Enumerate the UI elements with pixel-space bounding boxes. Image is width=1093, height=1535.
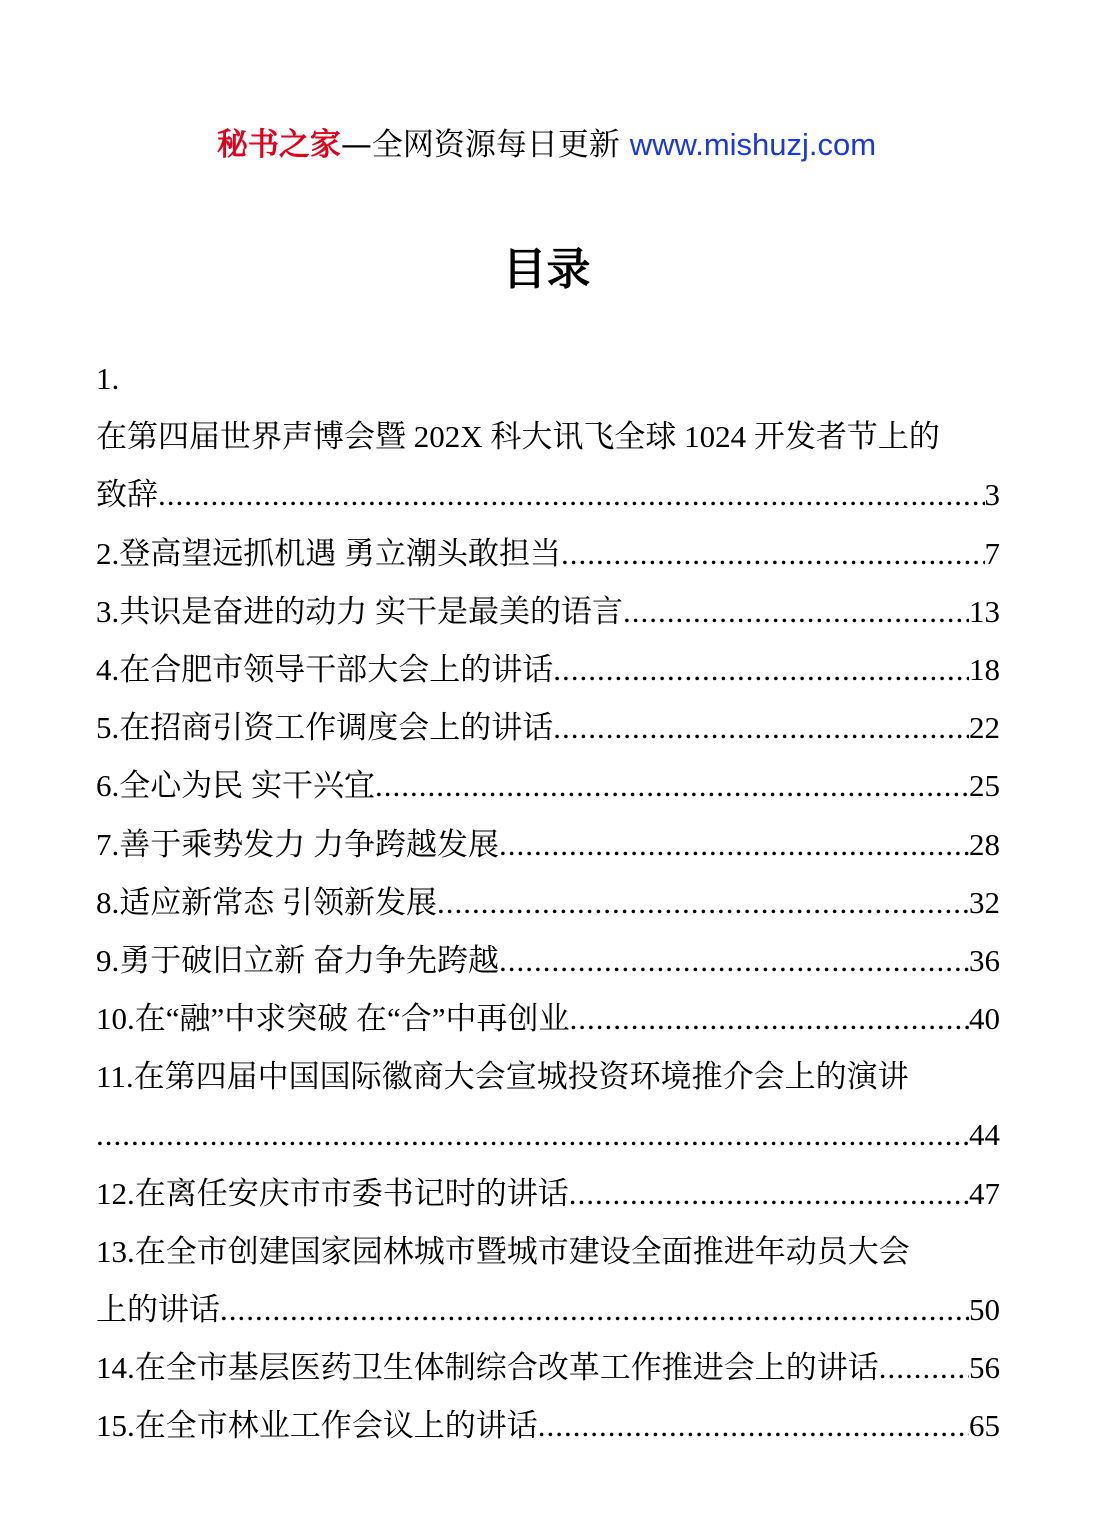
toc-entry[interactable] xyxy=(96,350,1000,525)
toc-entry[interactable] xyxy=(96,1048,1000,1164)
dot-leader xyxy=(553,641,969,699)
toc-entry[interactable] xyxy=(96,525,1000,583)
dot-leader xyxy=(538,1397,969,1455)
dot-leader xyxy=(220,1281,969,1339)
page-title: 目录 xyxy=(502,244,591,295)
toc-page-number: 22 xyxy=(969,710,1000,746)
toc-entry[interactable] xyxy=(96,990,1000,1048)
toc-entry-title: 15.在全市林业工作会议上的讲话 xyxy=(96,1408,538,1444)
dot-leader xyxy=(570,990,969,1048)
toc-page-number: 32 xyxy=(969,884,1000,920)
toc-entry[interactable] xyxy=(96,1223,1000,1339)
toc-entry-line xyxy=(96,641,1000,699)
dot-leader xyxy=(499,816,969,874)
dot-leader xyxy=(553,699,969,757)
toc-entry-line xyxy=(96,408,1000,466)
toc-entry-title: 12.在离任安庆市市委书记时的讲话 xyxy=(96,1175,569,1211)
toc-entry-line xyxy=(96,1106,1000,1164)
dot-leader xyxy=(561,525,985,583)
toc-entry-line xyxy=(96,1165,1000,1223)
toc-entry[interactable] xyxy=(96,1397,1000,1455)
toc-entry-line xyxy=(96,699,1000,757)
toc-entry-line xyxy=(96,1048,1000,1106)
toc-entry-line xyxy=(96,990,1000,1048)
toc-entry-title: 8.适应新常态 引领新发展 xyxy=(96,884,437,920)
toc-entry-title: 9.勇于破旧立新 奋力争先跨越 xyxy=(96,942,499,978)
toc-entry-title: 1. xyxy=(96,361,120,396)
toc-entry-title: 3.共识是奋进的动力 实干是最美的语言 xyxy=(96,593,623,629)
toc-page-number: 50 xyxy=(969,1292,1000,1327)
brand-name: 秘书之家 xyxy=(216,127,341,163)
toc-entry-title: 11.在第四届中国国际徽商大会宣城投资环境推介会上的演讲 xyxy=(96,1059,909,1095)
toc-page-number: 18 xyxy=(969,651,1000,687)
site-url: www.mishuzj.com xyxy=(629,127,877,162)
toc-entry-line xyxy=(96,816,1000,874)
toc-entry-title: 上的讲话 xyxy=(96,1292,220,1327)
toc-entry-title: 14.在全市基层医药卫生体制综合改革工作推进会上的讲话 xyxy=(96,1350,879,1386)
dot-leader xyxy=(499,932,969,990)
dot-leader xyxy=(879,1339,969,1397)
toc-entry-title: 致辞 xyxy=(96,477,158,513)
toc-entry[interactable] xyxy=(96,816,1000,874)
dot-leader xyxy=(96,1106,969,1164)
toc-entry-line xyxy=(96,1339,1000,1397)
toc-page-number: 44 xyxy=(969,1117,1000,1153)
toc-entry-title: 7.善于乘势发力 力争跨越发展 xyxy=(96,826,499,862)
toc-entry-title: 在第四届世界声博会暨 202X 科大讯飞全球 1024 开发者节上的 xyxy=(96,419,940,455)
toc-entry-line xyxy=(96,1397,1000,1455)
toc-entry-line xyxy=(96,874,1000,932)
dot-leader xyxy=(437,874,969,932)
toc-entry[interactable] xyxy=(96,757,1000,815)
toc-entry[interactable] xyxy=(96,1339,1000,1397)
dot-leader xyxy=(623,583,969,641)
toc-page-number: 3 xyxy=(984,477,1000,513)
toc-entry[interactable] xyxy=(96,583,1000,641)
site-banner xyxy=(0,122,1093,168)
toc-entry-title: 13.在全市创建国家园林城市暨城市建设全面推进年动员大会 xyxy=(96,1233,910,1269)
toc-entry-line xyxy=(96,757,1000,815)
toc-page-number: 40 xyxy=(969,1001,1000,1037)
toc-entry[interactable] xyxy=(96,699,1000,757)
toc-entry[interactable] xyxy=(96,874,1000,932)
toc-entry-line xyxy=(96,466,1000,524)
toc-entry-title: 6.全心为民 实干兴宜 xyxy=(96,768,375,804)
toc-page-number: 7 xyxy=(984,535,1000,571)
toc-entry-line xyxy=(96,1223,1000,1281)
toc-entry-line xyxy=(96,932,1000,990)
toc-page-number: 28 xyxy=(969,826,1000,862)
toc-entry-line xyxy=(96,525,1000,583)
toc-page-number: 47 xyxy=(969,1175,1000,1211)
toc-entry-line xyxy=(96,350,1000,408)
toc-entry-line xyxy=(96,1281,1000,1339)
dot-leader xyxy=(569,1165,969,1223)
toc-entry[interactable] xyxy=(96,932,1000,990)
toc-entry-title: 4.在合肥市领导干部大会上的讲话 xyxy=(96,651,554,687)
slogan: —全网资源每日更新 xyxy=(340,127,630,163)
toc-entry[interactable] xyxy=(96,1165,1000,1223)
table-of-contents xyxy=(96,350,1000,1456)
toc-page-number: 56 xyxy=(969,1350,1000,1386)
dot-leader xyxy=(375,757,969,815)
toc-entry-line xyxy=(96,583,1000,641)
toc-page-number: 36 xyxy=(969,942,1000,978)
toc-page-number: 25 xyxy=(969,768,1000,804)
toc-entry-title: 2.登高望远抓机遇 勇立潮头敢担当 xyxy=(96,535,561,571)
toc-entry[interactable] xyxy=(96,641,1000,699)
toc-page-number: 13 xyxy=(969,593,1000,629)
toc-page-number: 65 xyxy=(969,1408,1000,1444)
toc-entry-title: 10.在“融”中求突破 在“合”中再创业 xyxy=(96,1001,570,1037)
dot-leader xyxy=(158,466,985,524)
toc-entry-title: 5.在招商引资工作调度会上的讲话 xyxy=(96,710,554,746)
